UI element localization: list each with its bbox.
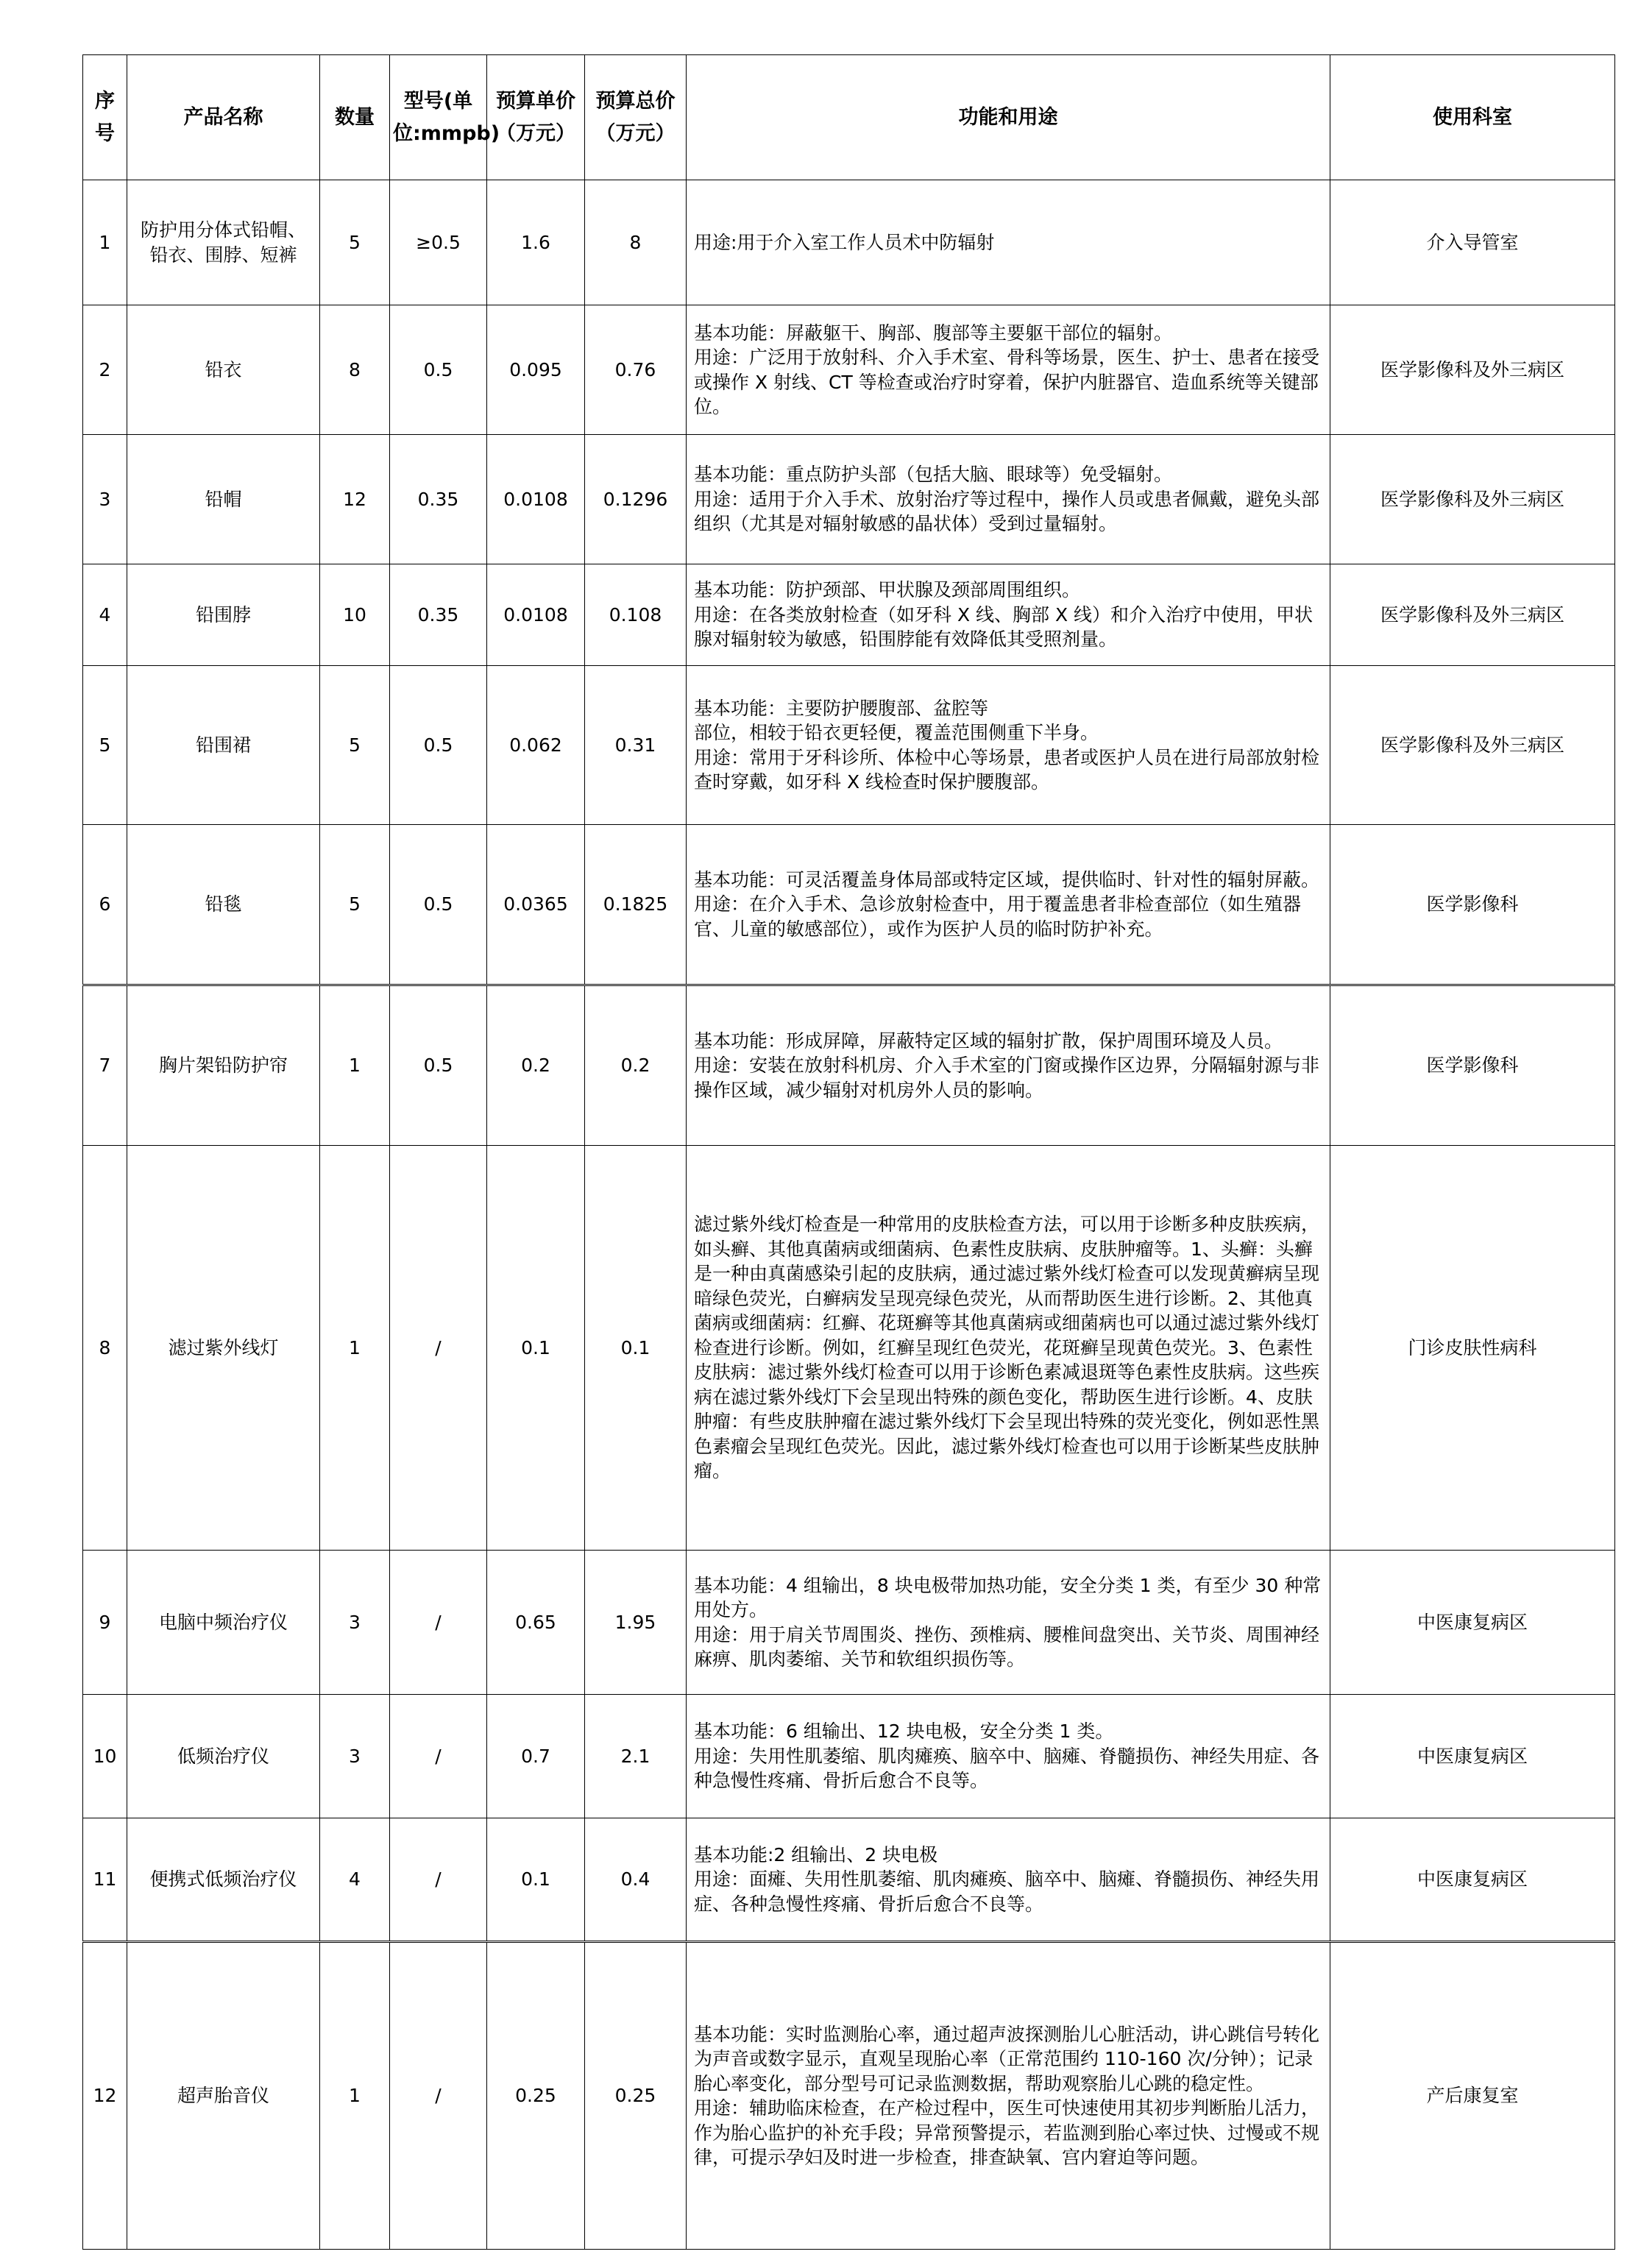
quantity: 5	[320, 666, 390, 825]
function-line: 用途：安装在放射科机房、介入手术室的门窗或操作区边界，分隔辐射源与非操作区域，减少辐射对机房外人员的影响。	[694, 1055, 1320, 1101]
table-row	[83, 825, 1615, 985]
row-index: 11	[83, 1818, 127, 1942]
department: 医学影像科及外三病区	[1330, 435, 1615, 564]
table-row	[83, 1146, 1615, 1551]
table-row	[83, 305, 1615, 435]
table-header-row	[83, 55, 1615, 180]
total-price: 0.31	[585, 666, 687, 825]
product-name: 铅毯	[127, 825, 320, 985]
department: 医学影像科及外三病区	[1330, 564, 1615, 666]
total-price: 0.76	[585, 305, 687, 435]
row-index: 12	[83, 1942, 127, 2250]
model-spec: /	[390, 1551, 487, 1695]
department: 中医康复病区	[1330, 1695, 1615, 1818]
function-description	[687, 825, 1330, 985]
function-description	[687, 1146, 1330, 1551]
row-index: 8	[83, 1146, 127, 1551]
function-line: 基本功能：4 组输出，8 块电极带加热功能，安全分类 1 类，有至少 30 种常用处方。	[694, 1574, 1322, 1620]
function-line: 基本功能：可灵活覆盖身体局部或特定区域，提供临时、针对性的辐射屏蔽。	[694, 868, 1320, 890]
total-price: 0.108	[585, 564, 687, 666]
header-model: 型号(单位:mmpb)	[390, 55, 487, 180]
unit-price: 0.095	[487, 305, 585, 435]
function-description	[687, 1551, 1330, 1695]
function-line: 基本功能：防护颈部、甲状腺及颈部周围组织。	[694, 579, 1081, 601]
product-name: 铅围脖	[127, 564, 320, 666]
table-row	[83, 564, 1615, 666]
unit-price: 0.7	[487, 1695, 585, 1818]
function-line: 基本功能：形成屏障，屏蔽特定区域的辐射扩散，保护周围环境及人员。	[694, 1030, 1283, 1052]
total-price: 2.1	[585, 1695, 687, 1818]
header-function: 功能和用途	[687, 55, 1330, 180]
header-unit-price: 预算单价（万元）	[487, 55, 585, 180]
department: 介入导管室	[1330, 180, 1615, 305]
unit-price: 0.0108	[487, 435, 585, 564]
function-description	[687, 666, 1330, 825]
function-description	[687, 1942, 1330, 2250]
quantity: 12	[320, 435, 390, 564]
total-price: 0.25	[585, 1942, 687, 2250]
model-spec: 0.35	[390, 435, 487, 564]
function-line: 用途：用于肩关节周围炎、挫伤、颈椎病、腰椎间盘突出、关节炎、周围神经麻痹、肌肉萎缩、关节和软组织损伤等。	[694, 1623, 1320, 1670]
unit-price: 0.0365	[487, 825, 585, 985]
row-index: 7	[83, 985, 127, 1146]
function-line: 用途：辅助临床检查，在产检过程中，医生可快速使用其初步判断胎儿活力，作为胎心监护的补充手段；异常预警提示，若监测到胎心率过快、过慢或不规律，可提示孕妇及时进一步检查，排查缺氧、宫内窘迫等问题。	[694, 2097, 1320, 2168]
function-line: 基本功能：6 组输出、12 块电极，安全分类 1 类。	[694, 1721, 1114, 1743]
model-spec: 0.5	[390, 825, 487, 985]
model-spec: /	[390, 1942, 487, 2250]
row-index: 2	[83, 305, 127, 435]
function-description	[687, 305, 1330, 435]
unit-price: 0.2	[487, 985, 585, 1146]
header-total-price: 预算总价（万元）	[585, 55, 687, 180]
header-dept: 使用科室	[1330, 55, 1615, 180]
unit-price: 0.062	[487, 666, 585, 825]
product-name: 超声胎音仪	[127, 1942, 320, 2250]
department: 医学影像科及外三病区	[1330, 305, 1615, 435]
function-line: 用途：常用于牙科诊所、体检中心等场景，患者或医护人员在进行局部放射检查时穿戴，如牙科 X 线检查时保护腰腹部。	[694, 746, 1320, 793]
header-name: 产品名称	[127, 55, 320, 180]
total-price: 0.1296	[585, 435, 687, 564]
table-row	[83, 1818, 1615, 1942]
department: 产后康复室	[1330, 1942, 1615, 2250]
unit-price: 0.1	[487, 1818, 585, 1942]
model-spec: /	[390, 1146, 487, 1551]
table-row	[83, 666, 1615, 825]
function-line: 基本功能：重点防护头部（包括大脑、眼球等）免受辐射。	[694, 464, 1173, 486]
model-spec: /	[390, 1818, 487, 1942]
total-price: 0.1	[585, 1146, 687, 1551]
unit-price: 0.65	[487, 1551, 585, 1695]
function-line: 用途：失用性肌萎缩、肌肉瘫痪、脑卒中、脑瘫、脊髓损伤、神经失用症、各种急慢性疼痛、骨折后愈合不良等。	[694, 1745, 1320, 1792]
row-index: 4	[83, 564, 127, 666]
function-line: 用途：面瘫、失用性肌萎缩、肌肉瘫痪、脑卒中、脑瘫、脊髓损伤、神经失用症、各种急慢性疼痛、骨折后愈合不良等。	[694, 1868, 1320, 1915]
function-line: 用途：广泛用于放射科、介入手术室、骨科等场景，医生、护士、患者在接受或操作 X 射线、CT 等检查或治疗时穿着，保护内脏器官、造血系统等关键部位。	[694, 347, 1320, 417]
department: 中医康复病区	[1330, 1551, 1615, 1695]
row-index: 3	[83, 435, 127, 564]
table-row	[83, 1942, 1615, 2250]
product-name: 电脑中频治疗仪	[127, 1551, 320, 1695]
department: 中医康复病区	[1330, 1818, 1615, 1942]
header-index: 序号	[83, 55, 127, 180]
quantity: 8	[320, 305, 390, 435]
quantity: 5	[320, 180, 390, 305]
model-spec: 0.5	[390, 305, 487, 435]
product-name: 胸片架铅防护帘	[127, 985, 320, 1146]
header-qty: 数量	[320, 55, 390, 180]
function-line: 基本功能：实时监测胎心率，通过超声波探测胎儿心脏活动，讲心跳信号转化为声音或数字显示，直观呈现胎心率（正常范围约 110-160 次/分钟）；记录胎心率变化，部分型号可记录监测数据，帮助观察胎儿心跳的稳定性。	[694, 2023, 1320, 2094]
quantity: 4	[320, 1818, 390, 1942]
table-body	[83, 180, 1615, 2250]
table-row	[83, 180, 1615, 305]
row-index: 9	[83, 1551, 127, 1695]
product-name: 铅衣	[127, 305, 320, 435]
function-description	[687, 985, 1330, 1146]
total-price: 0.1825	[585, 825, 687, 985]
model-spec: 0.5	[390, 985, 487, 1146]
function-line: 用途：适用于介入手术、放射治疗等过程中，操作人员或患者佩戴，避免头部组织（尤其是对辐射敏感的晶状体）受到过量辐射。	[694, 488, 1320, 535]
table-row	[83, 1551, 1615, 1695]
function-line: 用途：在介入手术、急诊放射检查中，用于覆盖患者非检查部位（如生殖器官、儿童的敏感部位），或作为医护人员的临时防护补充。	[694, 893, 1302, 940]
quantity: 10	[320, 564, 390, 666]
quantity: 1	[320, 1942, 390, 2250]
department: 医学影像科	[1330, 825, 1615, 985]
unit-price: 0.1	[487, 1146, 585, 1551]
function-line: 用途：在各类放射检查（如牙科 X 线、胸部 X 线）和介入治疗中使用，甲状腺对辐射较为敏感，铅围脖能有效降低其受照剂量。	[694, 603, 1314, 651]
total-price: 8	[585, 180, 687, 305]
table-row	[83, 985, 1615, 1146]
product-name: 铅围裙	[127, 666, 320, 825]
function-line: 用途:用于介入室工作人员术中防辐射	[694, 231, 995, 253]
quantity: 5	[320, 825, 390, 985]
total-price: 0.4	[585, 1818, 687, 1942]
procurement-table	[82, 54, 1615, 2250]
product-name: 防护用分体式铅帽、铅衣、围脖、短裤	[127, 180, 320, 305]
product-name: 滤过紫外线灯	[127, 1146, 320, 1551]
total-price: 1.95	[585, 1551, 687, 1695]
department: 医学影像科及外三病区	[1330, 666, 1615, 825]
model-spec: ≥0.5	[390, 180, 487, 305]
model-spec: /	[390, 1695, 487, 1818]
function-description	[687, 180, 1330, 305]
quantity: 3	[320, 1695, 390, 1818]
model-spec: 0.35	[390, 564, 487, 666]
model-spec: 0.5	[390, 666, 487, 825]
function-description	[687, 1818, 1330, 1942]
quantity: 1	[320, 985, 390, 1146]
department: 医学影像科	[1330, 985, 1615, 1146]
function-line: 部位，相较于铅衣更轻便，覆盖范围侧重下半身。	[694, 722, 1099, 743]
row-index: 6	[83, 825, 127, 985]
quantity: 3	[320, 1551, 390, 1695]
total-price: 0.2	[585, 985, 687, 1146]
row-index: 5	[83, 666, 127, 825]
row-index: 1	[83, 180, 127, 305]
product-name: 铅帽	[127, 435, 320, 564]
product-name: 低频治疗仪	[127, 1695, 320, 1818]
quantity: 1	[320, 1146, 390, 1551]
unit-price: 0.0108	[487, 564, 585, 666]
function-line: 基本功能：屏蔽躯干、胸部、腹部等主要躯干部位的辐射。	[694, 322, 1173, 344]
table-row	[83, 1695, 1615, 1818]
unit-price: 0.25	[487, 1942, 585, 2250]
department: 门诊皮肤性病科	[1330, 1146, 1615, 1551]
function-line: 基本功能:2 组输出、2 块电极	[694, 1843, 938, 1866]
table-row	[83, 435, 1615, 564]
row-index: 10	[83, 1695, 127, 1818]
product-name: 便携式低频治疗仪	[127, 1818, 320, 1942]
function-line: 基本功能：主要防护腰腹部、盆腔等	[694, 697, 989, 719]
function-description	[687, 564, 1330, 666]
function-description	[687, 435, 1330, 564]
function-line: 滤过紫外线灯检查是一种常用的皮肤检查方法，可以用于诊断多种皮肤疾病，如头癣、其他真菌病或细菌病、色素性皮肤病、皮肤肿瘤等。1、头癣：头癣是一种由真菌感染引起的皮肤病，通过滤过紫外线灯检查可以发现黄癣病呈现暗绿色荧光，白癣病发呈现亮绿色荧光，从而帮助医生进行诊断。2、其他真菌病或细菌病：红癣、花斑癣等其他真菌病或细菌病也可以通过滤过紫外线灯检查进行诊断。例如，红癣呈现红色荧光，花斑癣呈现黄色荧光。3、色素性皮肤病：滤过紫外线灯检查可以用于诊断色素减退斑等色素性皮肤病。这些疾病在滤过紫外线灯下会呈现出特殊的颜色变化，帮助医生进行诊断。4、皮肤肿瘤：有些皮肤肿瘤在滤过紫外线灯下会呈现出特殊的荧光变化，例如恶性黑色素瘤会呈现红色荧光。因此，滤过紫外线灯检查也可以用于诊断某些皮肤肿瘤。	[694, 1213, 1320, 1482]
unit-price: 1.6	[487, 180, 585, 305]
function-description	[687, 1695, 1330, 1818]
